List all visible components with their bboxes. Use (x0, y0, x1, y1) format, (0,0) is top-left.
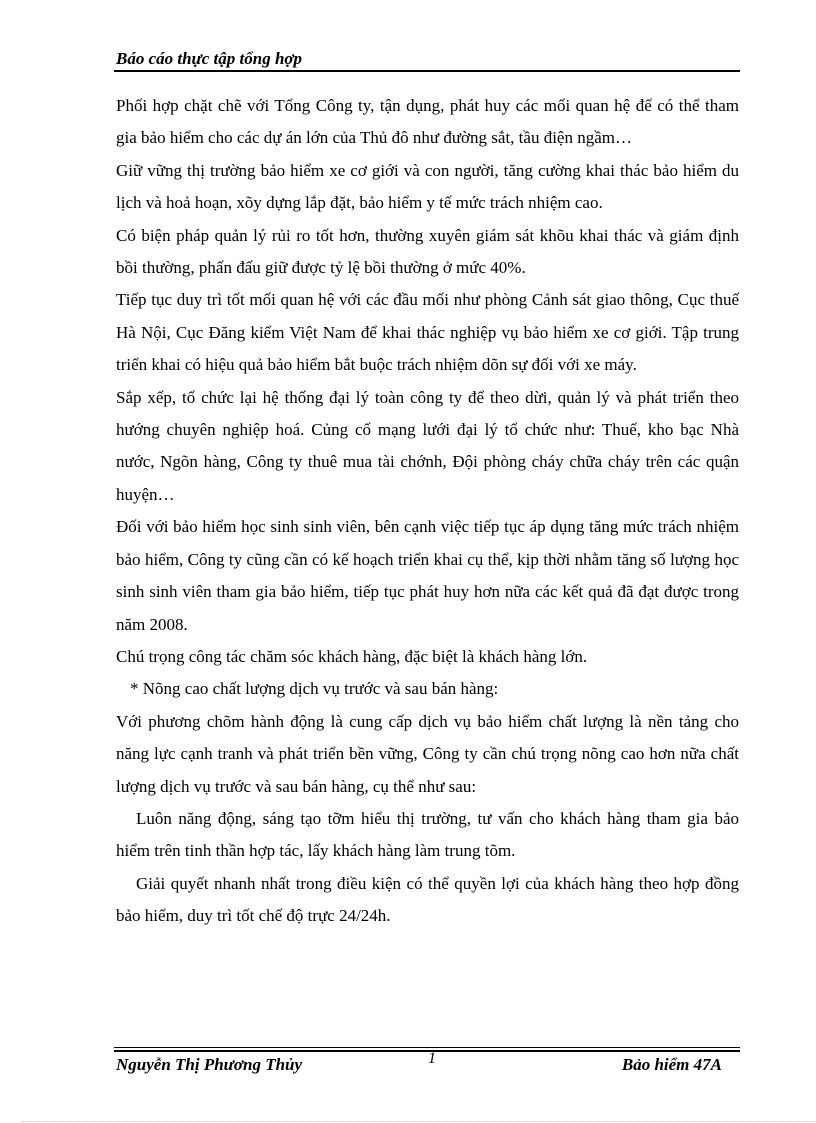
page-header (114, 46, 740, 72)
paragraph: Luôn năng động, sáng tạo tỡm hiểu thị trường, tư vấn cho khách hàng tham gia bảo hiểm trên tinh thần hợp tác, lấy khách hàng làm trung tõm. (116, 808, 739, 861)
page-number: 1 (428, 1050, 436, 1067)
footer-class-name: Bảo hiểm 47A (621, 1055, 722, 1074)
section-heading: * Nõng cao chất lượng dịch vụ trước và sau bán hàng: (130, 679, 499, 699)
paragraph: Phối hợp chặt chẽ với Tổng Công ty, tận dụng, phát huy các mối quan hệ để có thể tham gia bảo hiểm cho các dự án lớn của Thủ đô như đường sắt, tầu điện ngầm… (116, 96, 739, 148)
paragraph: Giải quyết nhanh nhất trong điều kiện có thể quyền lợi của khách hàng theo hợp đồng bảo hiểm, duy trì tốt chế độ trực 24/24h. (116, 873, 739, 926)
footer-author: Nguyễn Thị Phương Thủy (116, 1055, 303, 1074)
document-body (116, 90, 739, 933)
paragraph: Đối với bảo hiểm học sinh sinh viên, bên cạnh việc tiếp tục áp dụng tăng mức trách nhiệm bảo hiểm, Công ty cũng cần có kế hoạch triển khai cụ thể, kịp thời nhằm tăng số lượng học sinh sinh viên tham gia bảo hiểm, tiếp tục phát huy hơn nữa các kết quả đã đạt được trong năm 2008. (116, 517, 739, 634)
page-bottom-edge (22, 1121, 816, 1122)
paragraph: Tiếp tục duy trì tốt mối quan hệ với các đầu mối như phòng Cảnh sát giao thông, Cục thuế Hà Nội, Cục Đăng kiểm Việt Nam để khai thác nghiệp vụ bảo hiểm xe cơ giới. Tập trung triển khai có hiệu quả bảo hiểm bắt buộc trách nhiệm dõn sự đối với xe máy. (116, 290, 739, 375)
paragraph: Giữ vững thị trường bảo hiểm xe cơ giới và con người, tăng cường khai thác bảo hiểm du lịch và hoả hoạn, xõy dựng lắp đặt, bảo hiểm y tế mức trách nhiệm cao. (116, 160, 739, 213)
paragraph: Với phương chõm hành động là cung cấp dịch vụ bảo hiểm chất lượng là nền tảng cho năng lực cạnh tranh và phát triển bền vững, Công ty cần chú trọng nõng cao hơn nữa chất lượng dịch vụ trước và sau bán hàng, cụ thể như sau: (116, 711, 739, 796)
page-footer (114, 1050, 740, 1077)
paragraph: Sắp xếp, tổ chức lại hệ thống đại lý toàn công ty để theo dừi, quản lý và phát triển theo hướng chuyên nghiệp hoá. Củng cố mạng lưới đại lý tổ chức như: Thuế, kho bạc Nhà nước, Ngõn hàng, Công ty thuê mua tài chớnh, Đội phòng cháy chữa cháy trên các quận huyện… (116, 387, 739, 504)
paragraph: Có biện pháp quản lý rủi ro tốt hơn, thường xuyên giám sát khõu khai thác và giám định bồi thường, phấn đấu giữ được tỷ lệ bồi thường ở mức 40%. (116, 225, 739, 278)
footer-divider (114, 1047, 740, 1052)
header-title: Báo cáo thực tập tổng hợp (116, 49, 303, 68)
paragraph: Chú trọng công tác chăm sóc khách hàng, đặc biệt là khách hàng lớn. (116, 646, 588, 666)
